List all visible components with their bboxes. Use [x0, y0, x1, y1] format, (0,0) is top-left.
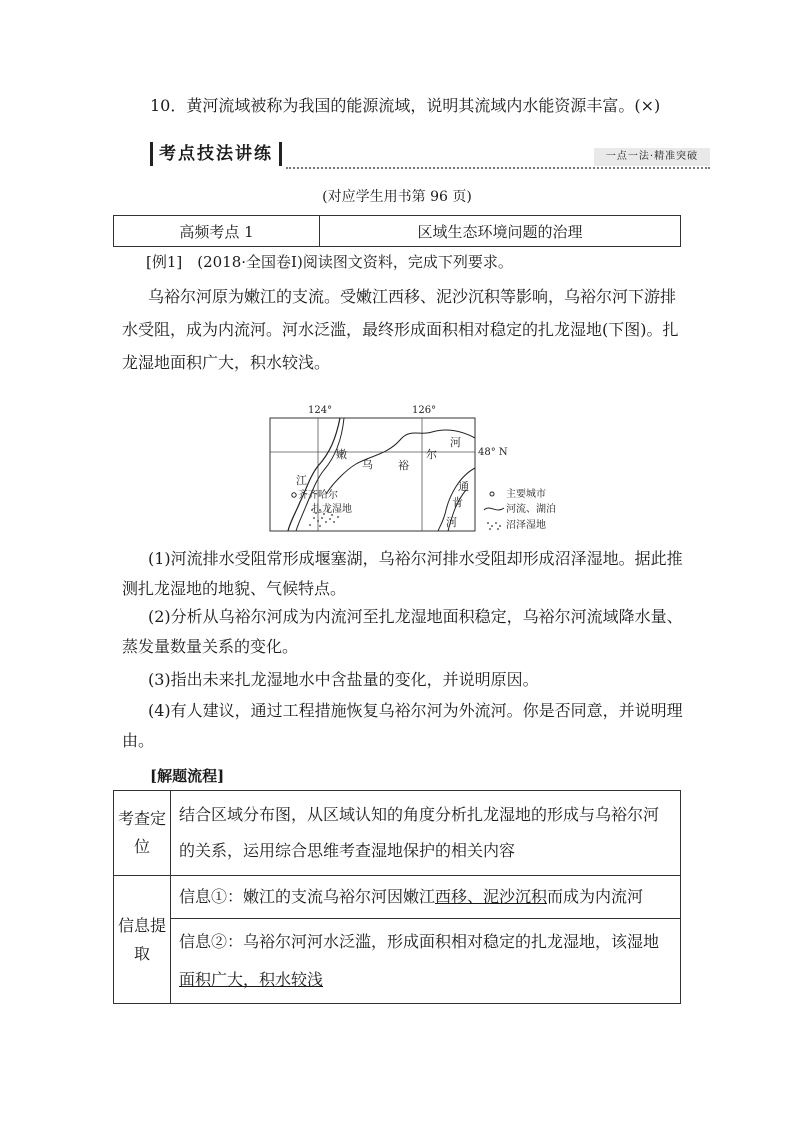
zhalong-map	[260, 398, 560, 538]
label-qiqihar: 齐齐哈尔	[298, 490, 338, 501]
question-3: (3)指出未来扎龙湿地水中含盐量的变化，并说明原因。	[148, 670, 539, 689]
section-header	[150, 138, 710, 170]
lat-48-label: 48° N	[478, 447, 508, 458]
info-1-c: 而成为内流河	[547, 887, 644, 906]
reference-line: (对应学生用书第 96 页)	[322, 189, 472, 205]
section-divider	[286, 167, 710, 169]
label-jiang: 江	[296, 474, 307, 487]
topic-title: 区域生态环境问题的治理	[320, 216, 681, 247]
label-ken: 肯	[452, 496, 463, 509]
question-1: (1)河流排水受阻常形成堰塞湖，乌裕尔河排水受阻却形成沼泽湿地。据此推测扎龙湿地的地貌、气候特点。	[122, 549, 683, 598]
question-4: (4)有人建议，通过工程措施恢复乌裕尔河为外流河。你是否同意，并说明理由。	[122, 701, 683, 750]
lon-124-label: 124°	[308, 405, 333, 416]
lon-126-label: 126°	[412, 405, 437, 416]
legend-river-icon	[484, 508, 504, 510]
label-yu: 裕	[398, 459, 409, 472]
topic-label: 高频考点 1	[114, 216, 320, 247]
label-wu: 乌	[362, 458, 373, 471]
info-2-a: 信息②：乌裕尔河河水泛滥，形成面积相对稳定的扎龙湿地，该湿地	[179, 932, 660, 951]
flow-table	[113, 790, 681, 1004]
section-title: 考点技法讲练	[150, 142, 282, 166]
example-paragraph: 乌裕尔河原为嫩江的支流。受嫩江西移、泥沙沉积等影响，乌裕尔河下游排水受阻，成为内流河。河水泛滥，最终形成面积相对稳定的扎龙湿地(下图)。扎龙湿地面积广大，积水较浅。	[122, 287, 679, 372]
question-2: (2)分析从乌裕尔河成为内流河至扎龙湿地面积稳定，乌裕尔河流域降水量、蒸发量数量关系的变化。	[122, 607, 683, 656]
info-2-b: 面积广大，积水较浅	[179, 970, 324, 989]
topic-table	[113, 215, 681, 247]
example-heading: [例1] (2018·全国卷Ⅰ)阅读图文资料，完成下列要求。	[146, 253, 513, 271]
info-1-b: 西移、泥沙沉积	[435, 887, 548, 906]
label-zhalong: 扎龙湿地	[312, 504, 352, 515]
legend-marsh-icon	[487, 522, 501, 530]
row-label-position: 考查定位	[114, 791, 171, 876]
info-2	[171, 919, 681, 1004]
legend-marsh: 沼泽湿地	[506, 520, 546, 531]
row-text-position: 结合区域分布图，从区域认知的角度分析扎龙湿地的形成与乌裕尔河的关系，运用综合思维考查湿地保护的相关内容	[171, 791, 681, 876]
label-he2: 河	[446, 516, 457, 529]
row-label-info: 信息提取	[114, 876, 171, 1004]
label-he: 河	[450, 436, 461, 449]
label-er: 尔	[426, 448, 437, 461]
legend-river: 河流、湖泊	[506, 504, 556, 515]
label-tong: 通	[458, 480, 469, 493]
legend-city-icon	[490, 492, 494, 496]
info-1-a: 信息①：嫩江的支流乌裕尔河因嫩江	[179, 887, 436, 906]
section-slogan: 一点一法·精准突破	[594, 148, 710, 166]
legend-city: 主要城市	[506, 489, 546, 500]
info-1	[171, 876, 681, 919]
question-10: 10．黄河流域被称为我国的能源流域，说明其流域内水能资源丰富。(×)	[150, 96, 661, 115]
label-nen: 嫩	[336, 448, 347, 461]
flow-label: [解题流程]	[150, 767, 225, 785]
